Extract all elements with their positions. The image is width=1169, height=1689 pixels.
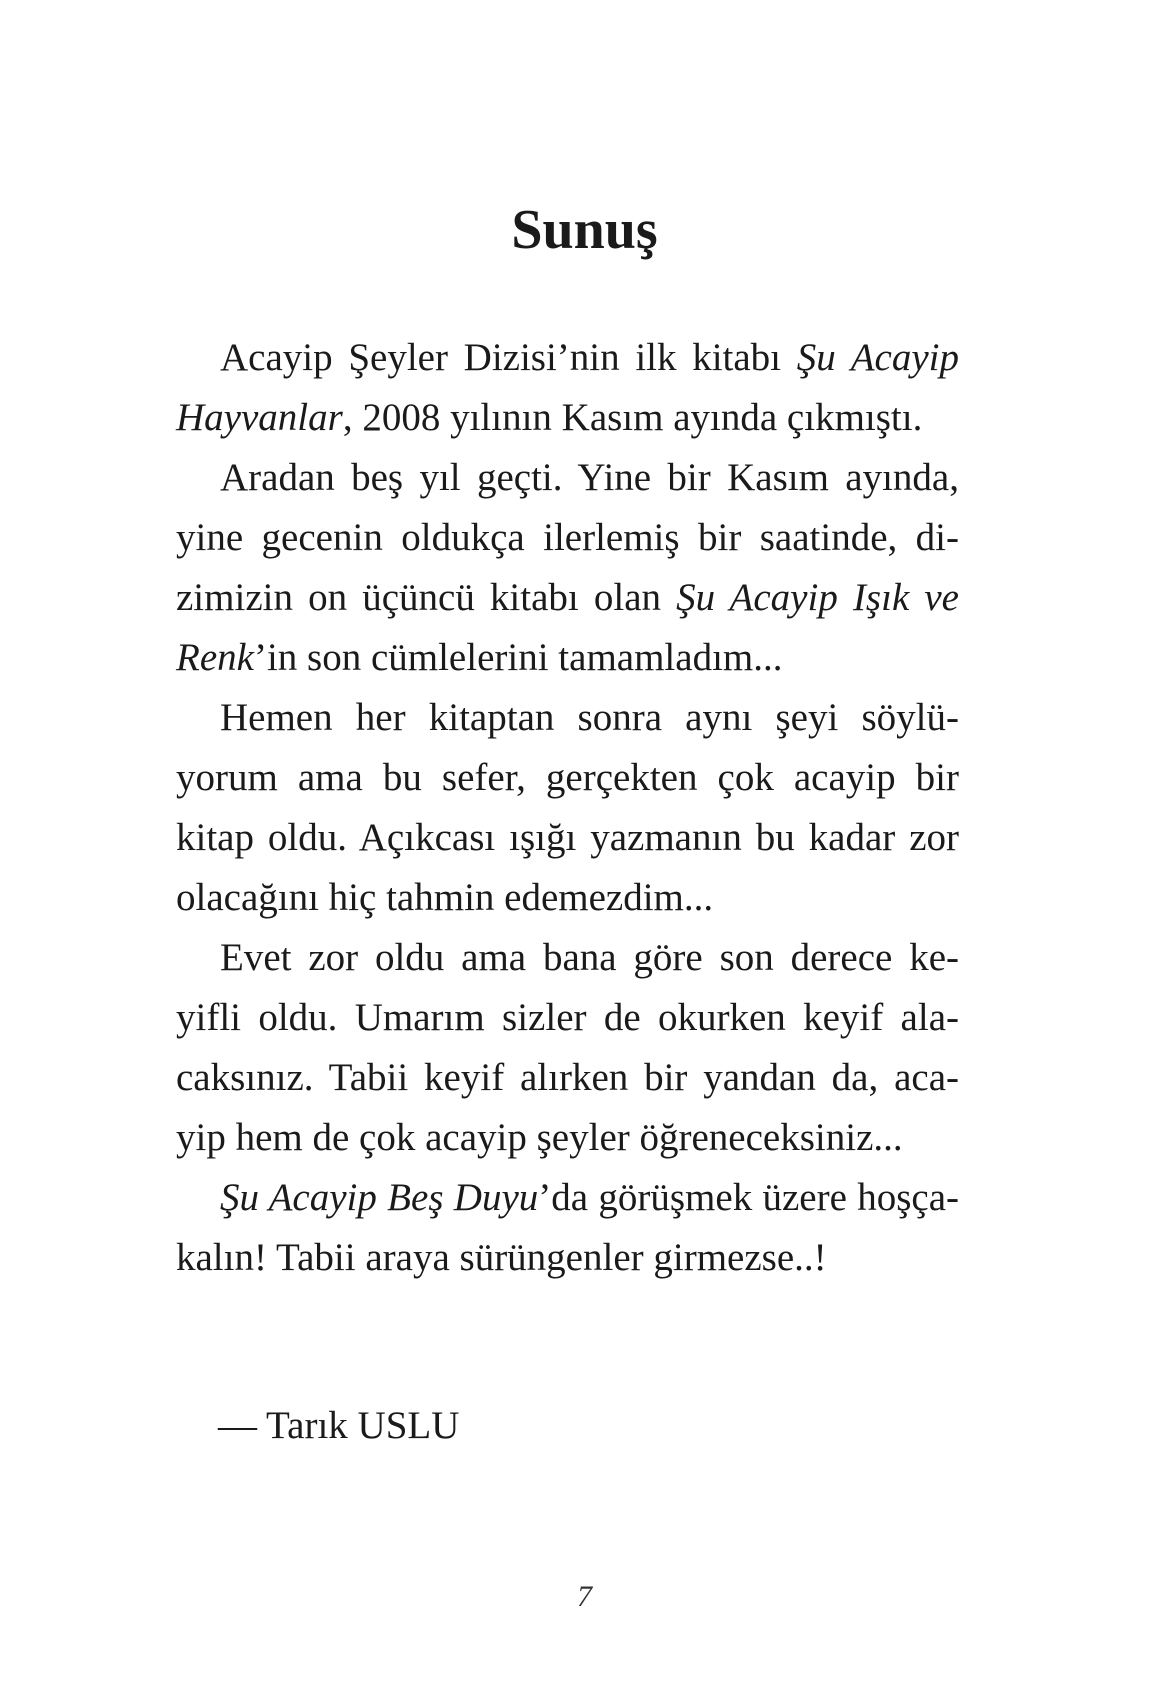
line-text: yifli oldu. Umarım sizler de okurken keyif ala-: [176, 996, 959, 1039]
text-line: [176, 388, 959, 448]
line-text: Aradan beş yıl geçti. Yine bir Kasım ayında,: [220, 456, 959, 499]
book-title-italic: Şu Acayip: [796, 336, 959, 379]
line-text: zimizin on üçüncü kitabı olan: [176, 576, 677, 619]
line-text: yorum ama bu sefer, gerçekten çok acayip bir: [176, 756, 959, 799]
line-text: Evet zor oldu ama bana göre son derece ke-: [220, 936, 959, 979]
line-text: ’in son cümlelerini tamamladım...: [253, 636, 783, 679]
author-signature: — Tarık USLU: [218, 1404, 460, 1447]
line-text: ’da görüşmek üzere hoşça-: [538, 1176, 960, 1219]
text-line: [176, 568, 959, 628]
line-text: caksınız. Tabii keyif alırken bir yandan da, aca-: [176, 1056, 959, 1099]
line-text: olacağını hiç tahmin edemezdim...: [176, 876, 714, 919]
page-title: Sunuş: [511, 199, 658, 261]
text-line: [176, 868, 959, 928]
text-line: [176, 748, 959, 808]
page-number: 7: [577, 1580, 592, 1613]
text-line: [176, 808, 959, 868]
text-line: [176, 508, 959, 568]
line-text: yine gecenin oldukça ilerlemiş bir saatinde, di-: [176, 516, 959, 559]
text-line: [176, 1168, 959, 1228]
text-line: [176, 1048, 959, 1108]
text-line: [176, 1108, 959, 1168]
text-line: [176, 988, 959, 1048]
text-line: [176, 688, 959, 748]
book-title-italic: Renk: [176, 636, 254, 679]
book-title-italic: Hayvanlar: [176, 396, 343, 439]
line-text: , 2008 yılının Kasım ayında çıkmıştı.: [342, 396, 923, 439]
text-line: [176, 628, 959, 688]
book-title-italic: Şu Acayip Işık ve: [676, 576, 959, 619]
line-text: Acayip Şeyler Dizisi’nin ilk kitabı: [220, 336, 797, 379]
line-text: kalın! Tabii araya sürüngenler girmezse..!: [176, 1236, 827, 1279]
line-text: yip hem de çok acayip şeyler öğreneceksiniz...: [176, 1116, 903, 1159]
text-line: [176, 328, 959, 388]
line-text: kitap oldu. Açıkcası ışığı yazmanın bu kadar zor: [176, 816, 959, 859]
text-line: [176, 1228, 959, 1288]
text-line: [176, 448, 959, 508]
line-text: Hemen her kitaptan sonra aynı şeyi söylü-: [220, 696, 959, 739]
book-title-italic: Şu Acayip Beş Duyu: [220, 1176, 539, 1219]
text-line: [176, 928, 959, 988]
body-text: [176, 328, 959, 1288]
